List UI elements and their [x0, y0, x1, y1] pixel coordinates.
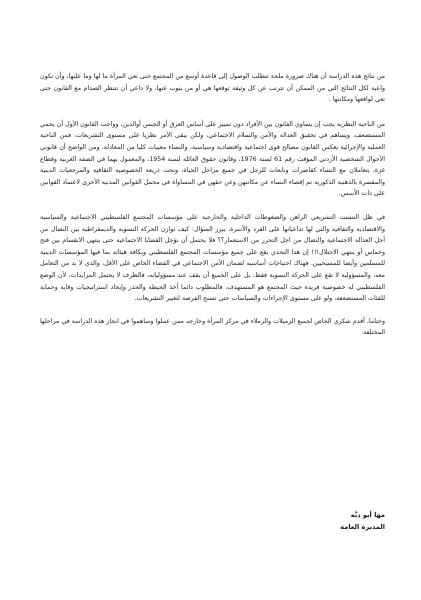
paragraph-legal-theory: من الناحية النظرية يجب إن يساوي القانون بين الأفراد دون تمييز على أساس العرق أو الجنس أوالدين، وواجب القانون الأول أن يحمي المستضعف، ويساهم في تحقيق العدالة والأمن والسلام الاجتماعي، ولكن يبقى الأمر نظريا على مستوى التشريعات، فمن الناحية العملية والإجرائية يعكس القانون مصالح قوى اجتماعية واقتصادية وسياسية، والنساء مغيبات كليا من المعادلة. ومن الواضح أن قانوني الأحوال الشخصية الأردني المؤقت رقم 61 لسنة 1976، وقانون حقوق العائلة لسنة 1954، والمعمول بهما في الضفة الغربية وقطاع غزة، يتعاملان مع النساء كقاصرات وتابعات للرجل في جميع مراحل الحياة، وتحت ذريعة الخصوصية الثقافية والمرجعيات الدينية والمفسرة بالذهنية الذكورية تم إقصاء النساء عن مكانتهن وعن حقهن في المساواة في مجمل القوانين المدنية الأخرى لاعتماد القوانين على ذات الأسس. — [40, 120, 385, 198]
paragraph-awareness: من نتائج هذه الدراسة أن هناك ضرورة ملحة تتطلب الوصول إلى قاعدة أوسع من المجتمع حتى تعي المرأة ما لها وما عليها، وأن تكون واعية لكل النتائج التي من الممكن أن تترتب عن كل وثيقة توقعها هي أو من ينوب عنها، ولا داعي أن تنتظر الصدام مع القانون حتى تعي لواقعها ومكانتها . — [40, 73, 385, 104]
paragraph-legislative-fragmentation: في ظل التشتت التشريعي الراهن والضغوطات الداخلية والخارجية على مؤسسات المجتمع الفلسطيني الاجتماعية والسياسية والاقتصادية والثقافية والتي لها تداعياتها على الفرد والأسرة، يبرز السؤال: كيف توازن الحركة النسوية والديمقراطية بين النضال من أجل العدالة الاجتماعية والنضال من اجل التحرر من الاستعمار؟؟ فلا يحتمل أن نؤجل القضايا الاجتماعية حتى ينتهي الانقسام بين فتح وحماس أو ينتهي الاحتلال!!! إن هذا التحدي يقع على جميع مؤسسات المجتمع الفلسطيني وبكافة هيئاته بما فيها المؤسسات الدينية للمسلمين وأيضا للمسيحيين. فهناك احتياجات أساسيه لضمان الأمن الاجتماعي في الفضاء الخاص على الأقل، والذي لا بد من التعامل معه، والمسؤولية لا تقع على الحركة النسوية فقط، بل على الجميع أن يقف عند مسؤولياته، فالظرف لا يحتمل المزايدات، لأن الوضع الفلسطيني له خصوصية فريدة حيث المجتمع هو المستهدف، فالمطلوب دائما أخذ الحيطة والحذر وإيجاد استراتيجيات وقاية وحماية للفئات المستضعفة، ولو على مستوى الإجراءات والسياسات حتى تسنح الفرصة لتغيير التشريعات. — [40, 213, 385, 303]
signatory-title: المديرة العامة — [340, 522, 385, 531]
signatory-name: مها أبو ديَّه — [350, 511, 385, 519]
signature-block — [340, 510, 385, 533]
paragraph-acknowledgements: وختاما، أقدم شكري الخاص لجميع الزميلات والزملاء في مركز المرأة وخارجه ممن عملوا وساهموا في انجاز هذه الدراسة في مراحلها المختلفة. — [40, 317, 385, 337]
